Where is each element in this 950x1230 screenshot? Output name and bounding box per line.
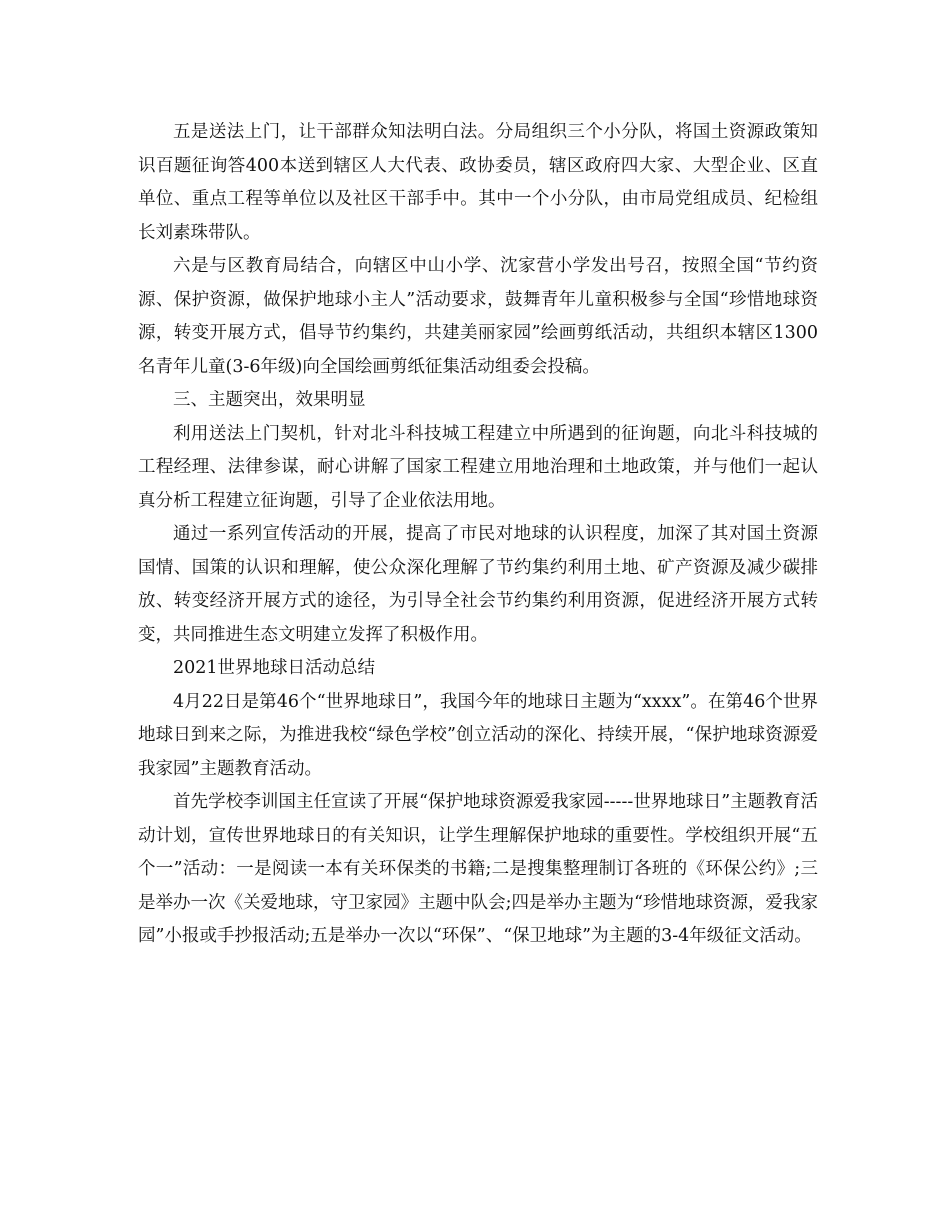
paragraph-education-bureau: 六是与区教育局结合，向辖区中山小学、沈家营小学发出号召，按照全国“节约资源、保护资源，做保护地球小主人”活动要求，鼓舞青年儿童积极参与全国“珍惜地球资源，转变开展方式，倡导节约集约，共建美丽家园”绘画剪纸活动，共组织本辖区1300名青年儿童(3-6年级)向全国绘画剪纸征集活动组委会投稿。: [138, 256, 818, 377]
paragraph-campaign-effects: 通过一系列宣传活动的开展，提高了市民对地球的认识程度，加深了其对国土资源国情、国策的认识和理解，使公众深化理解了节约集约利用土地、矿产资源及减少碳排放、转变经济开展方式的途径，为引导全社会节约集约利用资源，促进经济开展方式转变，共同推进生态文明建立发挥了积极作用。: [138, 524, 818, 645]
document-body: [138, 116, 818, 954]
paragraph-earth-day-intro: 4月22日是第46个“世界地球日”，我国今年的地球日主题为“xxxx”。在第46个世界地球日到来之际，为推进我校“绿色学校”创立活动的深化、持续开展，“保护地球资源爱我家园”主题教育活动。: [138, 691, 818, 779]
section-heading-results: 三、主题突出，效果明显: [173, 390, 366, 410]
paragraph-school-activities: 首先学校李训国主任宣读了开展“保护地球资源爱我家园-----世界地球日”主题教育活动计划，宣传世界地球日的有关知识，让学生理解保护地球的重要性。学校组织开展“五个一”活动：一是阅读一本有关环保类的书籍;二是搜集整理制订各班的《环保公约》;三是举办一次《关爱地球，守卫家园》主题中队会;四是举办主题为“珍惜地球资源，爱我家园”小报或手抄报活动;五是举办一次以“环保”、“保卫地球”为主题的3-4年级征文活动。: [138, 792, 818, 946]
document-subtitle: 2021世界地球日活动总结: [173, 658, 376, 678]
paragraph-law-outreach: 五是送法上门，让干部群众知法明白法。分局组织三个小分队，将国土资源政策知识百题征询答400本送到辖区人大代表、政协委员，辖区政府四大家、大型企业、区直单位、重点工程等单位以及社区干部手中。其中一个小分队，由市局党组成员、纪检组长刘素珠带队。: [138, 122, 818, 243]
paragraph-beidou-project: 利用送法上门契机，针对北斗科技城工程建立中所遇到的征询题，向北斗科技城的工程经理、法律参谋，耐心讲解了国家工程建立用地治理和土地政策，并与他们一起认真分析工程建立征询题，引导了企业依法用地。: [138, 423, 818, 511]
